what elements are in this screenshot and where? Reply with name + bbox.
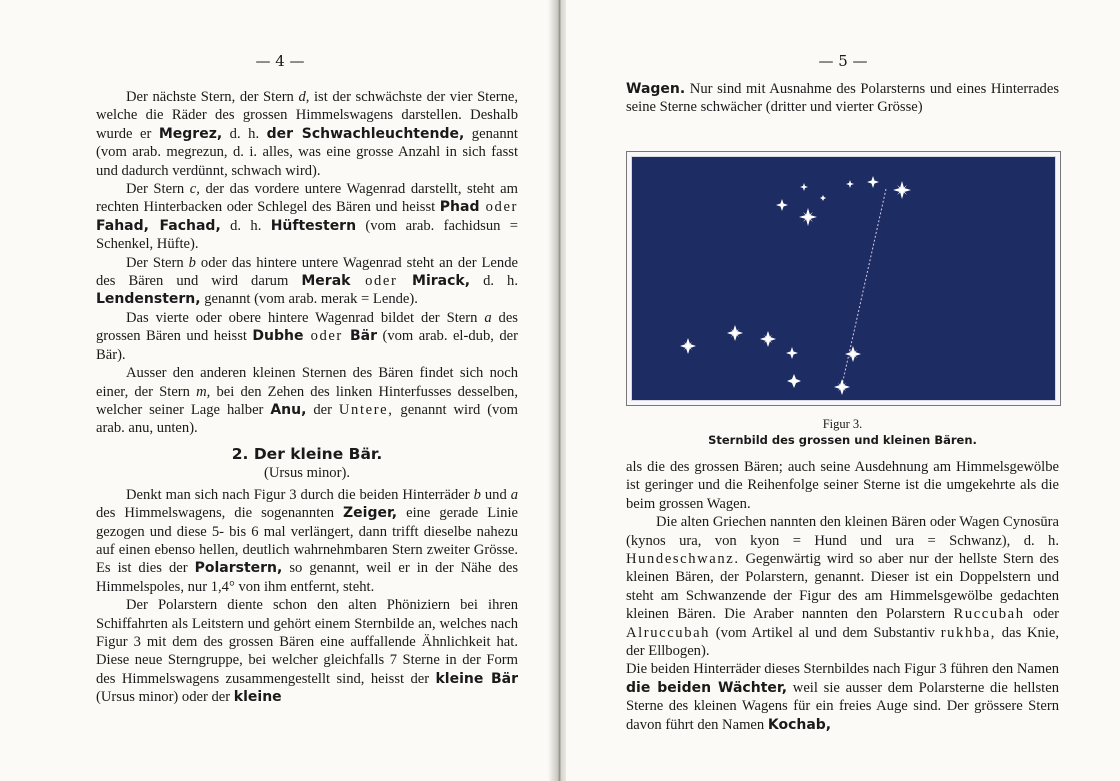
text-run: des grossen Bären und heisst: [96, 309, 518, 345]
term-waechter: die beiden Wächter,: [626, 679, 788, 696]
term-hueftestern: Hüftestern: [270, 217, 357, 234]
text-run: d. h.: [222, 125, 267, 142]
star-letter: c,: [189, 181, 200, 198]
term-wagen: Wagen.: [626, 81, 686, 97]
star-icon: [834, 379, 850, 395]
paragraph-merak: [96, 254, 518, 309]
text-run: (vom arab. fachidsun = Schenkel, Hüfte).: [96, 217, 518, 253]
text-run: Das vierte oder obere hintere Wagenrad bildet der Stern: [126, 309, 485, 326]
text-run: Der Stern: [126, 181, 190, 198]
text-run: d. h.: [220, 217, 271, 234]
text-run: Der Polarstern diente schon den alten Phöniziern bei ihren Schiffahrten als Leitstern und gehört einem Sternbilde an, welches nach Figur 3 mit dem des grossen Bären eine auffallende Ähnlichkeit hat. Diese neue Sterngruppe, bei welcher gleichfalls 7 Sterne in der Form des Himmelswagens zusammengestellt sind, heisst der: [96, 597, 518, 687]
star-icon: [787, 374, 801, 388]
paragraph-ausdehnung: als die des grossen Bären; auch seine Ausdehnung am Himmelsgewölbe ist geringer und die Reihenfolge seiner Sterne ist die umgekehrte als die beim grossen Wagen.: [626, 459, 1059, 512]
right-page: [566, 0, 1120, 781]
section-heading: 2. Der kleine Bär.: [231, 444, 383, 463]
pointer-line: [842, 189, 886, 385]
paragraph-waechter: [626, 660, 1059, 734]
term-ruccubah: Ruccubah: [953, 606, 1025, 623]
star-field: [680, 176, 911, 395]
text-run: weil sie ausser dem Polarsterne die hellsten Sterne des kleinen Wagens für ein freies Auge sind. Der grössere Stern davon führt den Namen: [626, 679, 1059, 733]
paragraph-leitstern: [96, 596, 518, 706]
text-run: (vom arab. el-dub, der Bär).: [96, 328, 518, 363]
text-run: der: [306, 401, 339, 418]
star-icon: [799, 208, 817, 226]
term-untere: Untere,: [338, 401, 394, 418]
right-page-bottom-text: [626, 458, 1059, 734]
star-icon: [846, 180, 854, 188]
text-run: (vom Artikel al und dem Substantiv: [710, 624, 941, 641]
term-polarstern: Polarstern,: [194, 560, 283, 577]
text-run: Der nächste Stern, der Stern: [126, 89, 299, 105]
text-run: Ausser den anderen kleinen Sternen des Bären findet sich noch einer, der Stern: [96, 365, 518, 400]
night-sky-plate: [631, 156, 1056, 401]
text-run: des Himmelswagens, die sogenannten: [96, 505, 343, 522]
star-letter: m,: [196, 383, 211, 400]
paragraph-anu: [96, 364, 518, 438]
text-run: Denkt man sich nach Figur 3 durch die beiden Hinterräder: [126, 486, 474, 503]
text-run: Die beiden Hinterräder dieses Sternbildes nach Figur 3 führen den Namen: [626, 661, 1059, 678]
term-kochab: Kochab,: [767, 716, 832, 733]
text-run: d. h.: [470, 273, 519, 290]
star-icon: [820, 195, 826, 201]
text-run: (Ursus minor) oder der: [96, 689, 234, 706]
star-icon: [800, 183, 808, 191]
term-fahad: Fahad, Fachad,: [96, 217, 221, 234]
text-run: genannt (vom arab. merak = Lende).: [200, 291, 418, 308]
term-zeiger: Zeiger,: [343, 505, 398, 522]
paragraph-megrez: [96, 88, 518, 180]
star-icon: [893, 181, 911, 199]
star-icon: [786, 347, 798, 359]
star-icon: [867, 176, 879, 188]
text-run: genannt wird (vom arab. anu, unten).: [96, 401, 518, 437]
text-run: oder: [1024, 606, 1059, 623]
section-subheading: (Ursus minor).: [264, 464, 350, 481]
term-anu: Anu,: [270, 401, 307, 418]
left-page-text: [96, 88, 518, 707]
figure-caption: Sternbild des grossen und kleinen Bären.: [708, 433, 977, 447]
star-letter: d,: [298, 89, 310, 105]
text-run: Die alten Griechen nannten den kleinen Bären oder Wagen Cynosūra (kynos ura, von kyon = Hund und ura = Schwanz), d. h.: [626, 514, 1059, 549]
page-number-left: — 4 —: [255, 52, 305, 70]
text-run: so genannt, weil er in der Nähe des Himmelspoles, nur 1,4° von ihm entfernt, steht.: [96, 560, 518, 595]
paragraph-phad: [96, 180, 518, 254]
text-run: oder das hintere untere Wagenrad steht an der Lende des Bären und wird darum: [96, 254, 518, 290]
term-kleine-baer: kleine Bär: [435, 670, 519, 687]
constellation-figure: [626, 151, 1061, 406]
term-kleine: kleine: [233, 689, 282, 706]
term-mirack: Mirack,: [412, 273, 471, 290]
star-icon: [776, 199, 788, 211]
text-run: ist der schwächste der vier Sterne, welche die Räder des grossen Himmelswagens darstellen. Deshalb wurde er: [96, 89, 518, 142]
text-run: das Knie, der Ellbogen).: [626, 624, 1059, 660]
star-icon: [845, 346, 861, 362]
paragraph-dubhe: [96, 309, 518, 364]
star-icon: [760, 331, 776, 347]
term-merak: Merak: [301, 273, 351, 290]
text-run: der das vordere untere Wagenrad darstellt, steht am rechten Hinterbacken oder Schlegel des Bären und heisst: [96, 181, 518, 216]
page-number-right: — 5 —: [818, 52, 868, 70]
text-run: genannt (vom arab. megrezun, d. i. alles, was eine grosse Anzahl in sich fasst und dadurch verdünnt, schwach wird).: [96, 125, 518, 179]
text-run: oder: [303, 328, 350, 345]
term-dubhe: Dubhe: [252, 328, 304, 345]
term-schwachleuchtende: der Schwachleuchtende,: [266, 125, 465, 142]
term-baer: Bär: [349, 328, 377, 345]
term-hundeschwanz: Hundeschwanz.: [626, 551, 740, 568]
text-run: oder: [479, 199, 518, 216]
term-rukhba: rukhba,: [940, 624, 997, 641]
paragraph-cynosura: [626, 513, 1059, 660]
paragraph-wagen: [626, 80, 1059, 117]
star-letter: b: [188, 254, 196, 271]
text-run: und: [480, 486, 511, 503]
right-page-top-text: [626, 80, 1059, 117]
text-run: Nur sind mit Ausnahme des Polarsterns und eines Hinterrades seine Sterne schwächer (dritter und vierter Grösse): [626, 81, 1059, 116]
star-icon: [680, 338, 696, 354]
paragraph-zeiger: [96, 486, 518, 596]
term-phad: Phad: [439, 199, 480, 216]
text-run: oder: [350, 273, 413, 290]
star-letter: a: [510, 486, 518, 503]
text-run: Der Stern: [126, 254, 189, 271]
star-icon: [727, 325, 743, 341]
text-run: eine gerade Linie gezogen und diese 5- bis 6 mal verlängert, dann trifft dieselbe nahezu auf einen ebenso hellen, deutlich wahrnehmbaren Stern zweiter Grösse. Es ist dies der: [96, 505, 519, 577]
figure-number: Figur 3.: [822, 417, 863, 431]
star-letter: a: [484, 309, 492, 326]
constellation-map: [632, 157, 1055, 400]
star-letter: b: [473, 486, 481, 503]
term-alruccubah: Alruccubah: [626, 624, 711, 641]
text-run: bei den Zehen des linken Hinterfusses desselben, welcher seiner Lage halber: [96, 383, 518, 418]
term-lendenstern: Lendenstern,: [96, 291, 201, 308]
term-megrez: Megrez,: [158, 125, 223, 142]
text-run: Gegenwärtig wird so aber nur der hellste Stern des kleinen Bären, der Polarstern, genannt. Dieser ist ein Doppelstern und steht am Schwanzende der Figur des am Himmelsgewölbe gedachten kleinen Bären. Die Araber nannten den Polarstern: [626, 551, 1059, 623]
